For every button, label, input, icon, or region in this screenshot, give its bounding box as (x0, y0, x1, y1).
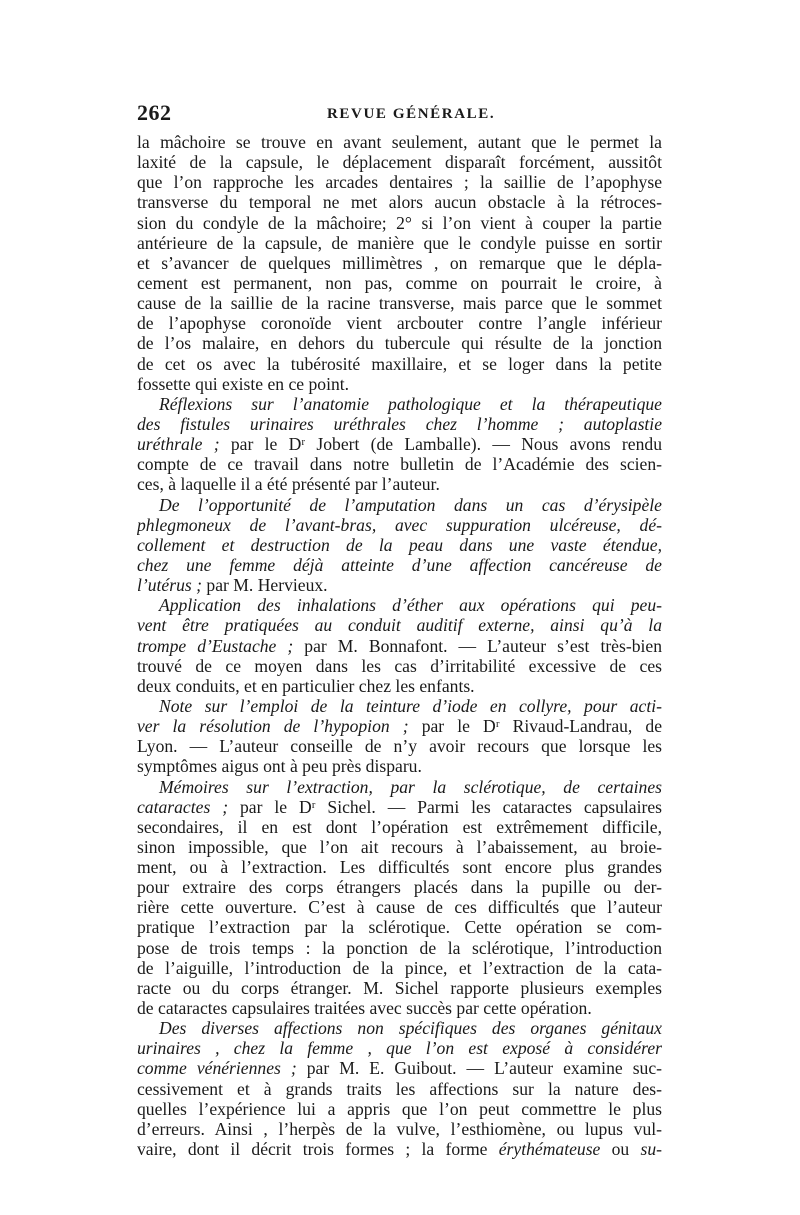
italic-title-text: Application des inhalations d’éther aux opérations qui peu- (159, 595, 662, 616)
line-text: sion du condyle de la mâchoire; 2° si l’on vient à couper la partie (137, 212, 662, 233)
page-header (137, 100, 662, 126)
text-line (137, 877, 662, 897)
text-line (137, 213, 662, 233)
text-line (137, 817, 662, 837)
text-line (137, 253, 662, 273)
text-line (137, 1139, 662, 1159)
text-line (137, 313, 662, 333)
italic-title-text: uréthrale ; (137, 434, 220, 455)
text-line (137, 1018, 662, 1038)
line-text: de l’os malaire, en dehors du tubercule qui résulte de la jonction (137, 333, 662, 354)
line-text: pose de trois temps : la ponction de la sclérotique, l’introduction (137, 937, 662, 958)
italic-title-text: érythémateuse (498, 1139, 601, 1160)
line-text: trouvé de ce moyen dans les cas d’irritabilité excessive de ces (137, 655, 662, 676)
line-text: antérieure de la capsule, de manière que le condyle puisse en sortir (137, 232, 662, 253)
line-text: de cataractes capsulaires traitées avec succès par cette opération. (137, 998, 592, 1019)
line-text: par M. E. Guibout. — L’auteur examine suc- (296, 1058, 662, 1079)
line-text: pour extraire des corps étrangers placés dans la pupille ou der- (137, 877, 662, 898)
text-line (137, 1038, 662, 1058)
body-text (137, 132, 662, 1159)
text-line (137, 535, 662, 555)
text-line (137, 756, 662, 776)
line-text: de l’apophyse coronoïde vient arcbouter contre l’angle inférieur (137, 313, 662, 334)
line-text: laxité de la capsule, le déplacement disparaît forcément, aussitôt (137, 152, 662, 173)
text-line (137, 172, 662, 192)
text-line (137, 1119, 662, 1139)
text-line (137, 474, 662, 494)
line-text: de cet os avec la tubérosité maxillaire, et se loger dans la petite (137, 353, 662, 374)
line-text: transverse du temporal ne met alors aucun obstacle à la rétroces- (137, 192, 662, 213)
line-text: fossette qui existe en ce point. (137, 373, 350, 394)
text-line (137, 495, 662, 515)
text-line (137, 958, 662, 978)
text-line (137, 555, 662, 575)
line-text: deux conduits, et en particulier chez les enfants. (137, 675, 475, 696)
line-text: cessivement et à grands traits les affections sur la nature des- (137, 1078, 662, 1099)
italic-title-text: De l’opportunité de l’amputation dans un cas d’érysipèle (159, 494, 662, 515)
text-line (137, 152, 662, 172)
text-line (137, 656, 662, 676)
text-line (137, 273, 662, 293)
line-text: secondaires, il en est dont l’opération est extrêmement difficile, (137, 816, 662, 837)
text-line (137, 978, 662, 998)
text-line (137, 777, 662, 797)
text-line (137, 293, 662, 313)
text-line (137, 917, 662, 937)
line-text: sinon impossible, que l’on ait recours à l’abaissement, au broie- (137, 836, 662, 857)
text-line (137, 696, 662, 716)
line-text: quelles l’expérience lui a appris que l’on peut commettre le plus (137, 1098, 662, 1119)
line-text: cause de la saillie de la racine transverse, mais parce que le sommet (137, 293, 662, 314)
text-line (137, 636, 662, 656)
text-line (137, 575, 662, 595)
text-line (137, 515, 662, 535)
line-text: ou (600, 1139, 641, 1160)
text-line (137, 736, 662, 756)
line-text: par le Dʳ Sichel. — Parmi les cataractes capsulaires (228, 796, 662, 817)
text-line (137, 595, 662, 615)
text-line (137, 998, 662, 1018)
line-text: et s’avancer de quelques millimètres , on remarque que le dépla- (137, 252, 662, 273)
italic-title-text: vent être pratiquées au conduit auditif externe, ainsi qu’à la (137, 615, 662, 636)
italic-title-text: Réflexions sur l’anatomie pathologique et la thérapeutique (159, 393, 662, 414)
line-text: de l’aiguille, l’introduction de la pince, et l’extraction de la cata- (137, 957, 662, 978)
text-line (137, 615, 662, 635)
text-line (137, 837, 662, 857)
running-head: REVUE GÉNÉRALE. (327, 106, 496, 122)
line-text: vaire, dont il décrit trois formes ; la forme (137, 1139, 499, 1160)
italic-title-text: l’utérus ; (137, 575, 202, 596)
italic-title-text: chez une femme déjà atteinte d’une affection cancéreuse de (137, 554, 662, 575)
line-text: ces, à laquelle il a été présenté par l’auteur. (137, 474, 440, 495)
line-text: par le Dʳ Jobert (de Lamballe). — Nous avons rendu (219, 434, 662, 455)
line-text: ment, ou à l’extraction. Les difficultés sont encore plus grandes (137, 857, 662, 878)
text-line (137, 716, 662, 736)
line-text: rière cette ouverture. C’est à cause de ces difficultés que l’auteur (137, 897, 662, 918)
italic-title-text: cataractes ; (137, 796, 229, 817)
text-line (137, 414, 662, 434)
italic-title-text: comme vénériennes ; (137, 1058, 297, 1079)
italic-title-text: Mémoires sur l’extraction, par la sclérotique, de certaines (159, 776, 662, 797)
text-line (137, 1058, 662, 1078)
line-text: cement est permanent, non pas, comme on pourrait le croire, à (137, 272, 662, 293)
text-line (137, 797, 662, 817)
line-text: la mâchoire se trouve en avant seulement, autant que le permet la (137, 132, 662, 152)
text-line (137, 676, 662, 696)
text-line (137, 333, 662, 353)
text-line (137, 354, 662, 374)
line-text: par le Dʳ Rivaud-Landrau, de (408, 716, 662, 737)
text-line (137, 1079, 662, 1099)
text-line (137, 454, 662, 474)
italic-title-text: Note sur l’emploi de la teinture d’iode en collyre, pour acti- (159, 695, 662, 716)
italic-title-text: Des diverses affections non spécifiques des organes génitaux (159, 1018, 662, 1039)
line-text: Lyon. — L’auteur conseille de n’y avoir recours que lorsque les (137, 736, 662, 757)
line-text: d’erreurs. Ainsi , l’herpès de la vulve, l’esthiomène, ou lupus vul- (137, 1118, 662, 1139)
line-text: pratique l’extraction par la sclérotique. Cette opération se com- (137, 917, 662, 938)
text-line (137, 394, 662, 414)
text-line (137, 938, 662, 958)
italic-title-text: trompe d’Eustache ; (137, 635, 294, 656)
italic-title-text: des fistules urinaires uréthrales chez l’homme ; autoplastie (137, 413, 662, 434)
line-text: symptômes aigus ont à peu près disparu. (137, 756, 422, 777)
text-line (137, 1099, 662, 1119)
italic-title-text: urinaires , chez la femme , que l’on est exposé à considérer (137, 1038, 662, 1059)
italic-title-text: phlegmoneux de l’avant-bras, avec suppuration ulcéreuse, dé- (137, 514, 662, 535)
line-text: par M. Bonnafont. — L’auteur s’est très-bien (293, 635, 662, 656)
text-line (137, 857, 662, 877)
text-line (137, 132, 662, 152)
line-text: compte de ce travail dans notre bulletin de l’Académie des scien- (137, 454, 662, 475)
text-line (137, 374, 662, 394)
text-line (137, 897, 662, 917)
page-number: 262 (137, 100, 172, 125)
italic-title-text: su- (640, 1139, 662, 1160)
line-text: par M. Hervieux. (202, 575, 328, 596)
italic-title-text: collement et destruction de la peau dans une vaste étendue, (137, 534, 662, 555)
line-text: que l’on rapproche les arcades dentaires ; la saillie de l’apophyse (137, 172, 662, 193)
text-line (137, 233, 662, 253)
text-line (137, 192, 662, 212)
italic-title-text: ver la résolution de l’hypopion ; (137, 716, 409, 737)
line-text: racte ou du corps étranger. M. Sichel rapporte plusieurs exemples (137, 977, 662, 998)
text-line (137, 434, 662, 454)
